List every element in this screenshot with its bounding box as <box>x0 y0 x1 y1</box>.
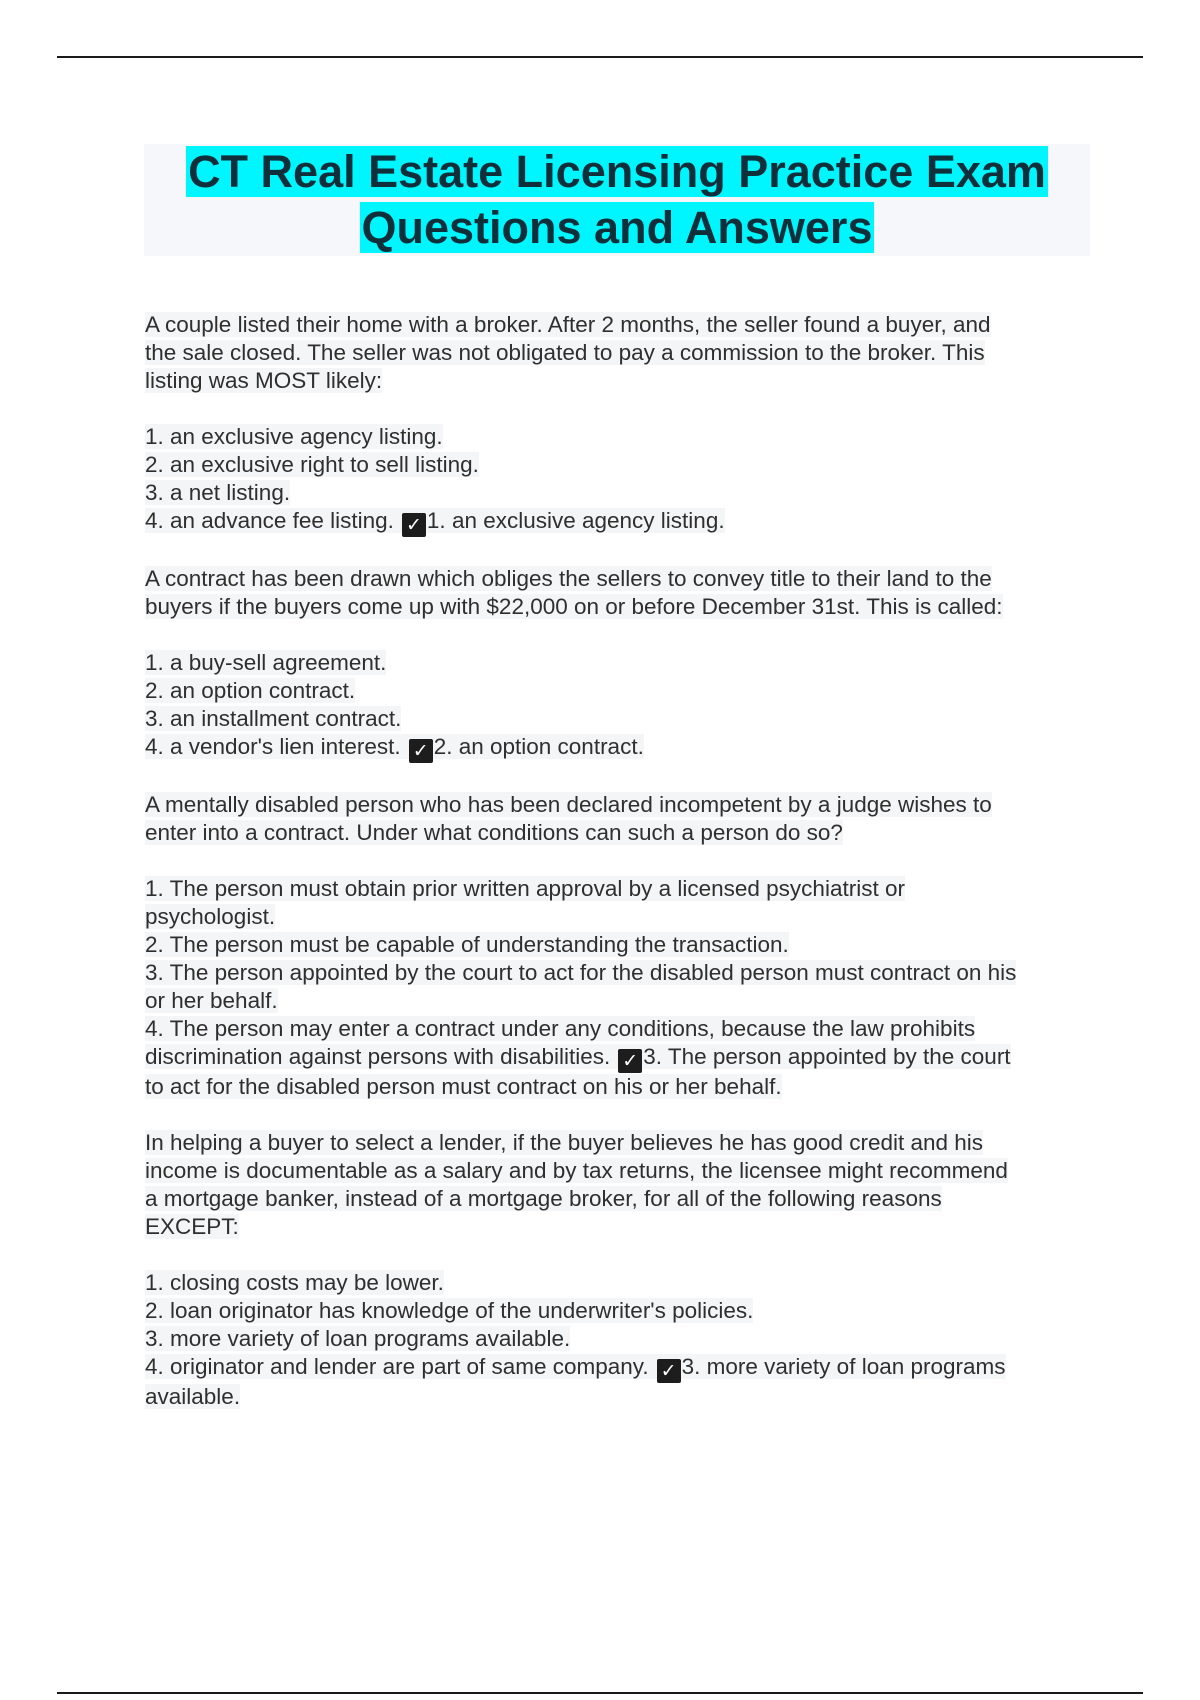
correct-answer-continued: available. <box>145 1384 241 1409</box>
option-item: 2. an exclusive right to sell listing. <box>145 452 479 477</box>
option-item: 2. loan originator has knowledge of the underwriter's policies. <box>145 1298 754 1323</box>
header-rule <box>57 56 1143 58</box>
option-item: 1. The person must obtain prior written approval by a licensed psychiatrist or <box>145 876 905 901</box>
option-item: or her behalf. <box>145 988 278 1013</box>
question-block <box>145 791 1090 1101</box>
question-list <box>145 311 1090 1439</box>
check-icon: ✓ <box>618 1049 642 1073</box>
option-item: 1. closing costs may be lower. <box>145 1270 444 1295</box>
question-text: A mentally disabled person who has been declared incompetent by a judge wishes to enter into a contract. Under what conditions can such a person do so? <box>145 792 992 845</box>
question-text: A contract has been drawn which obliges the sellers to convey title to their land to the buyers if the buyers come up with $22,000 on or before December 31st. This is called: <box>145 566 1003 619</box>
option-item: 3. an installment contract. <box>145 706 402 731</box>
option-item: 3. more variety of loan programs available. <box>145 1326 571 1351</box>
option-item: 2. an option contract. <box>145 678 356 703</box>
answer-options <box>145 649 1090 763</box>
correct-answer: 2. an option contract. <box>433 734 644 759</box>
correct-answer: 3. more variety of loan programs <box>681 1354 1006 1379</box>
check-icon: ✓ <box>409 739 433 763</box>
option-item: 4. a vendor's lien interest. ✓ 2. an option contract. <box>145 734 644 762</box>
correct-answer: 3. The person appointed by the court <box>643 1044 1011 1069</box>
correct-answer: 1. an exclusive agency listing. <box>426 508 725 533</box>
answer-options <box>145 423 1090 537</box>
option-item: 2. The person must be capable of understanding the transaction. <box>145 932 789 957</box>
footer-rule <box>57 1692 1143 1694</box>
answer-options <box>145 1269 1090 1411</box>
option-item: 3. The person appointed by the court to act for the disabled person must contract on his <box>145 960 1017 985</box>
option-item: psychologist. <box>145 904 276 929</box>
check-icon: ✓ <box>402 513 426 537</box>
correct-answer-continued: to act for the disabled person must contract on his or her behalf. <box>145 1074 782 1099</box>
option-item: 4. an advance fee listing. ✓ 1. an exclusive agency listing. <box>145 508 725 536</box>
title-line-1: CT Real Estate Licensing Practice Exam <box>188 146 1046 197</box>
question-block <box>145 311 1090 537</box>
question-block <box>145 565 1090 763</box>
option-item: discrimination against persons with disabilities. ✓ 3. The person appointed by the court <box>145 1044 1011 1072</box>
option-item: 4. The person may enter a contract under any conditions, because the law prohibits <box>145 1016 976 1041</box>
title-line-2: Questions and Answers <box>361 202 873 253</box>
question-block <box>145 1129 1090 1411</box>
option-item: 1. a buy-sell agreement. <box>145 650 387 675</box>
check-icon: ✓ <box>657 1359 681 1383</box>
option-item: 3. a net listing. <box>145 480 291 505</box>
question-text: In helping a buyer to select a lender, if the buyer believes he has good credit and his income is documentable as a salary and by tax returns, the licensee might recommend a mortgage banker, instead of a mortgage broker, for all of the following reasons EXCEPT: <box>145 1130 1008 1239</box>
answer-options <box>145 875 1090 1101</box>
question-text: A couple listed their home with a broker. After 2 months, the seller found a buyer, and the sale closed. The seller was not obligated to pay a commission to the broker. This listing was MOST likely: <box>145 312 991 393</box>
document-title <box>144 144 1090 256</box>
option-item: 4. originator and lender are part of same company. ✓ 3. more variety of loan programs <box>145 1354 1006 1382</box>
option-item: 1. an exclusive agency listing. <box>145 424 443 449</box>
